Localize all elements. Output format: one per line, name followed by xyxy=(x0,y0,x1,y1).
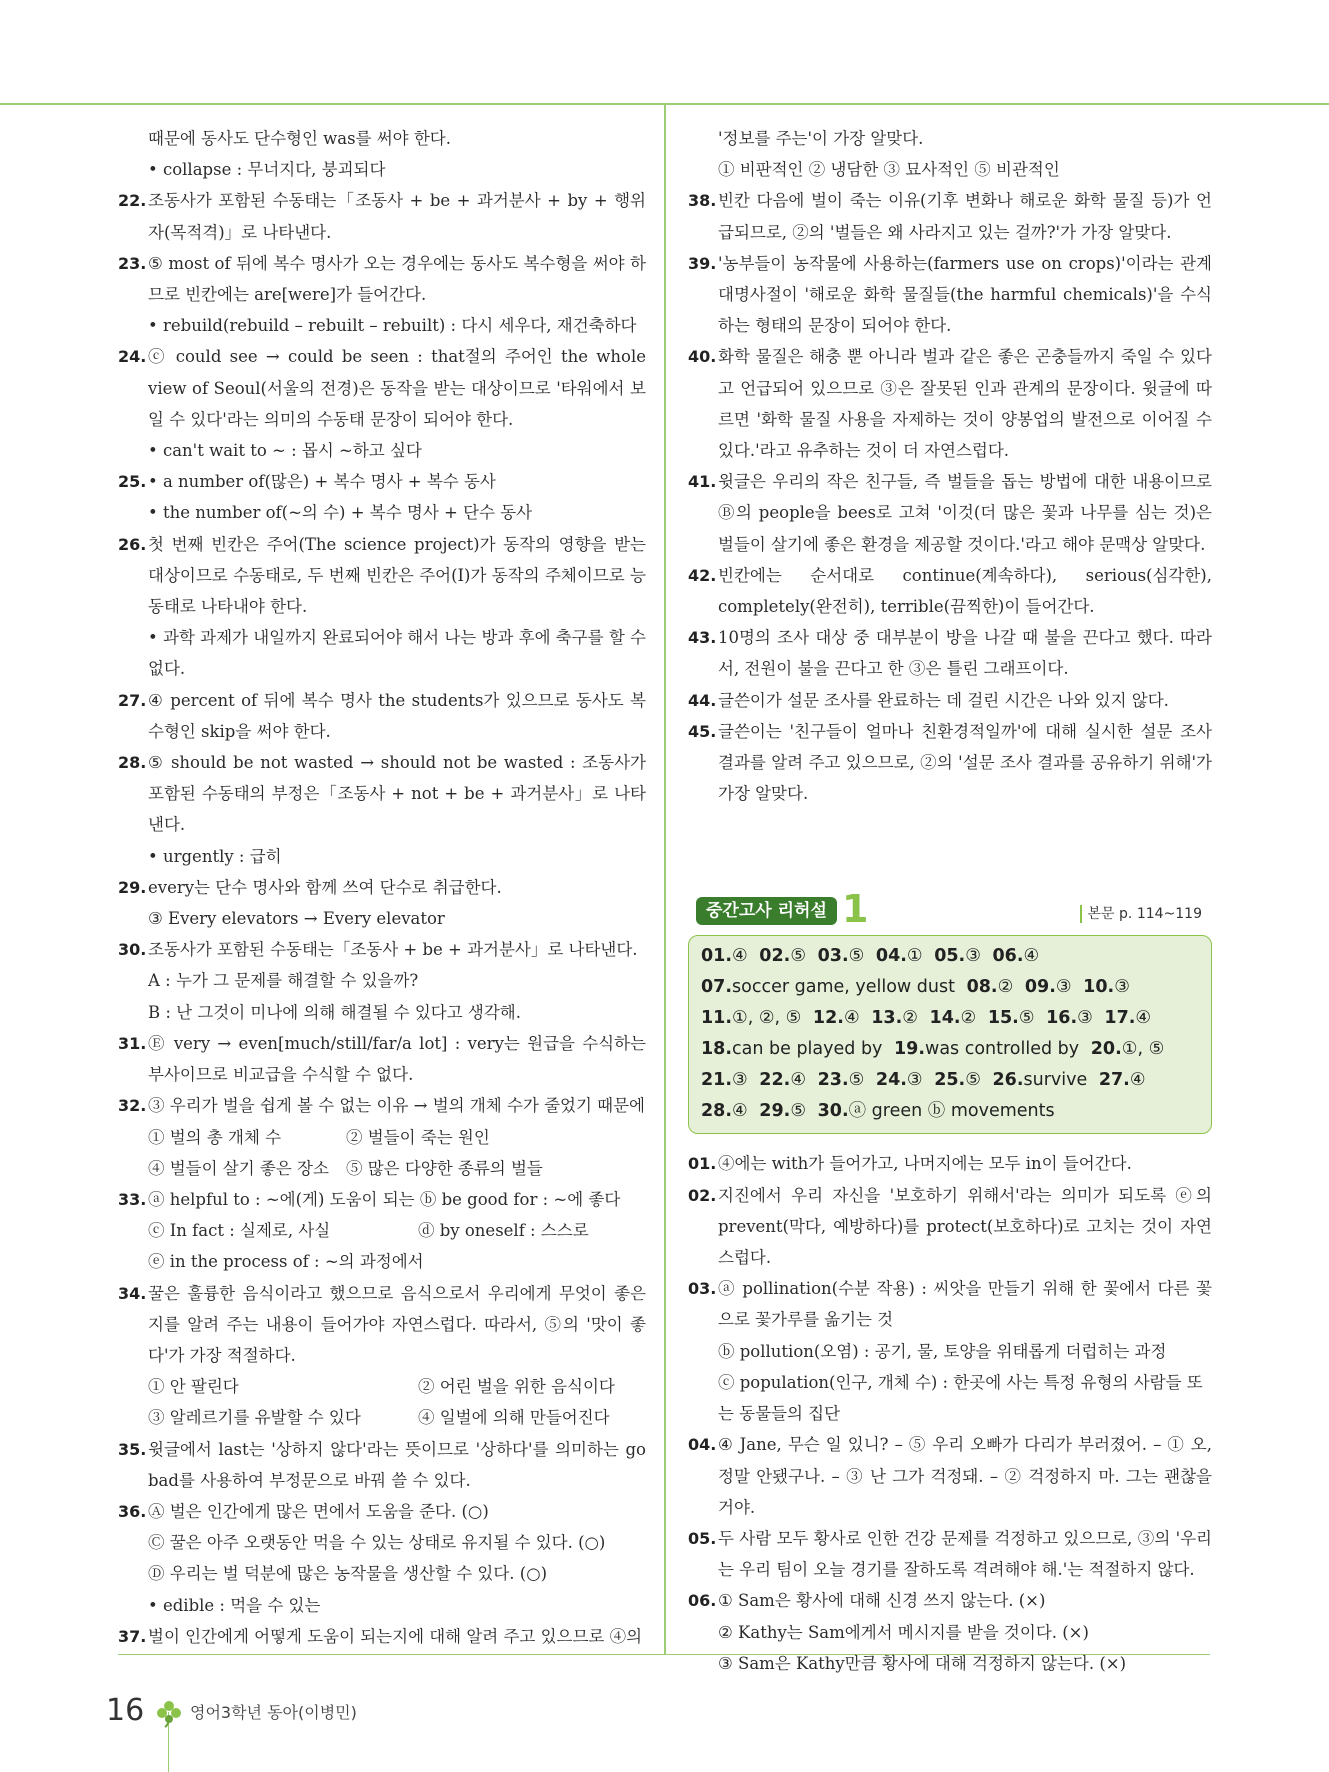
answer-key-entry xyxy=(1046,1008,1093,1028)
item-number: 02. xyxy=(688,1185,717,1205)
answer-key-number: 15. xyxy=(987,1008,1019,1029)
answer-item xyxy=(688,560,1212,622)
answer-key-value: ④ xyxy=(732,946,748,967)
item-text: ⓐ pollination(수분 작용) : 씨앗을 만들기 위해 한 꽃에서 다른 꽃으로 꽃가루를 옮기는 것 xyxy=(718,1279,1212,1330)
continuation-text: ⓒ population(인구, 개체 수) : 한곳에 사는 특정 유형의 사람들 또는 동물들의 집단 xyxy=(718,1372,1203,1424)
answer-key-value: ③ xyxy=(1077,1008,1093,1029)
answer-key-number: 05. xyxy=(934,946,966,967)
vocab-note: • the number of(~의 수) + 복수 명사 + 단수 동사 xyxy=(148,503,533,523)
answer-key-entry xyxy=(759,1101,806,1121)
answer-item xyxy=(118,1090,646,1121)
answer-key-entry xyxy=(988,1008,1035,1028)
answer-item xyxy=(118,1434,646,1496)
item-text: 윗글에서 last는 '상하지 않다'라는 뜻이므로 '상하다'를 의미하는 go bad를 사용하여 부정문으로 바꿔 쓸 수 있다. xyxy=(148,1439,646,1490)
answer-key-value: can be played by xyxy=(732,1039,883,1060)
answer-item xyxy=(118,872,646,903)
answer-key-value: soccer game, yellow dust xyxy=(732,977,955,998)
answer-key-entry xyxy=(1025,977,1072,997)
answer-key-number: 14. xyxy=(929,1008,961,1029)
item-number: 24. xyxy=(118,347,147,367)
answer-item xyxy=(118,341,646,435)
answer-item xyxy=(118,1621,646,1652)
answer-key-number: 21. xyxy=(701,1070,733,1091)
answer-key-value: ② xyxy=(902,1008,918,1029)
item-number: 27. xyxy=(118,690,147,710)
answer-key-value: ③ xyxy=(906,1070,923,1091)
answer-key-entry xyxy=(818,946,865,966)
review-badge: 중간고사 리허설 xyxy=(696,897,837,925)
answer-key-entry xyxy=(701,1008,801,1028)
answer-key-entry xyxy=(701,977,955,997)
answer-item xyxy=(688,466,1212,560)
answer-key-number: 20. xyxy=(1090,1039,1122,1060)
option-text: ④ 일벌에 의해 만들어진다 xyxy=(418,1408,610,1428)
answer-key-entry xyxy=(759,1070,806,1090)
item-number: 04. xyxy=(688,1435,717,1455)
item-number: 33. xyxy=(118,1189,147,1209)
item-number: 03. xyxy=(688,1279,717,1299)
answer-key-entry xyxy=(930,1008,977,1028)
item-number: 22. xyxy=(118,191,147,211)
answer-key-entry xyxy=(1099,1070,1146,1090)
answer-item xyxy=(118,934,646,965)
answer-item xyxy=(688,341,1212,466)
answer-key-number: 08. xyxy=(966,977,998,998)
answer-item xyxy=(118,1496,646,1527)
item-number: 26. xyxy=(118,534,147,554)
answer-key-number: 12. xyxy=(812,1008,844,1029)
answer-key-number: 11. xyxy=(701,1008,733,1029)
continuation-text: ② Kathy는 Sam에게서 메시지를 받을 것이다. (×) xyxy=(718,1622,1089,1642)
answer-item xyxy=(688,622,1212,684)
item-text: ⑤ should be not wasted → should not be wasted : 조동사가 포함된 수동태의 부정은「조동사 + not + be + 과거분사」로 나타낸다. xyxy=(148,753,646,835)
answer-key-number: 16. xyxy=(1046,1008,1078,1029)
item-number: 43. xyxy=(688,628,717,648)
item-text: 벌이 인간에게 어떻게 도움이 되는지에 대해 알려 주고 있으므로 ④의 xyxy=(148,1626,643,1646)
item-text: ④에는 with가 들어가고, 나머지에는 모두 in이 들어간다. xyxy=(718,1154,1132,1174)
answer-key-value: ③ xyxy=(1114,977,1130,998)
item-text: 10명의 조사 대상 중 대부분이 방을 나갈 때 불을 끈다고 했다. 따라서, 전원이 불을 끈다고 한 ③은 틀린 그래프이다. xyxy=(718,628,1212,679)
item-text: 글쓴이는 '친구들이 얼마나 친환경적일까'에 대해 실시한 설문 조사 결과를 알려 주고 있으므로, ②의 '설문 조사 결과를 공유하기 위해'가 가장 알맞다. xyxy=(718,721,1212,804)
answer-key-number: 03. xyxy=(817,946,849,967)
item-text: 조동사가 포함된 수동태는「조동사 + be + 과거분사 + by + 행위자(목적격)」로 나타낸다. xyxy=(148,191,646,242)
answer-key-entry xyxy=(992,946,1039,966)
continuation-text: ③ Sam은 Kathy만큼 황사에 대해 걱정하지 않는다. (×) xyxy=(718,1653,1127,1673)
item-text: ⓒ could see → could be seen : that절의 주어인 the whole view of Seoul(서울의 전경)은 동작을 받는 대상이므로 '타워에서 보일 수 있다'라는 의미의 수동태 문장이 되어야 한다. xyxy=(148,347,646,429)
answer-key-entry xyxy=(876,1070,923,1090)
option-text: ④ 벌들이 살기 좋은 장소 xyxy=(148,1158,329,1178)
item-text: 첫 번째 빈칸은 주어(The science project)가 동작의 영향을 받는 대상이므로 수동태로, 두 번째 빈칸은 주어(I)가 동작의 주체이므로 능동태로 나타내야 한다. xyxy=(148,534,646,617)
answer-key-number: 25. xyxy=(934,1070,966,1091)
answer-key-number: 07. xyxy=(701,977,733,998)
answer-item xyxy=(688,1429,1212,1523)
answer-key-number: 29. xyxy=(759,1101,791,1122)
answer-item xyxy=(118,185,646,247)
answer-key-value: ② xyxy=(960,1008,977,1029)
continuation-text: 때문에 동사도 단수형인 was를 써야 한다. xyxy=(148,129,451,148)
item-number: 34. xyxy=(118,1283,147,1303)
column-divider xyxy=(664,105,666,1655)
answer-key-value: ④ xyxy=(843,1008,860,1029)
answer-key-value: survive xyxy=(1023,1070,1088,1091)
answer-key-value: ①, ⑤ xyxy=(1121,1039,1165,1060)
answer-key-value: ①, ②, ⑤ xyxy=(732,1008,802,1029)
answer-key-value: ④ xyxy=(732,1101,748,1122)
answer-key-value: ⑤ xyxy=(965,1070,981,1091)
answer-key-value: ⑤ xyxy=(848,946,865,967)
option-text: ⓓ by oneself : 스스로 xyxy=(418,1221,589,1241)
answer-key-value: ⑤ xyxy=(1018,1008,1035,1029)
answer-key-value: ② xyxy=(997,977,1014,998)
item-number: 25. xyxy=(118,472,147,492)
item-number: 30. xyxy=(118,940,147,960)
option-text: ① 벌의 총 개체 수 xyxy=(148,1127,282,1147)
answer-item xyxy=(118,248,646,310)
answer-key-number: 04. xyxy=(875,946,907,967)
right-column xyxy=(688,123,1212,1679)
answer-item xyxy=(688,1180,1212,1274)
continuation-text: ⓔ in the process of : ~의 과정에서 xyxy=(148,1252,424,1272)
continuation-text: B : 난 그것이 미나에 의해 해결될 수 있다고 생각해. xyxy=(148,1002,521,1022)
answer-key-entry xyxy=(967,977,1014,997)
item-text: Ⓔ very → even[much/still/far/a lot] : very는 원급을 수식하는 부사이므로 비교급을 수식할 수 없다. xyxy=(148,1033,646,1085)
item-text: 화학 물질은 해충 뿐 아니라 벌과 같은 좋은 곤충들까지 죽일 수 있다고 언급되어 있으므로 ③은 잘못된 인과 관계의 문장이다. 윗글에 따르면 '화학 물질 사용을 자제하는 것이 양봉업의 발전으로 이어질 수 있다.'라고 유추하는 것이 더 자연스럽다. xyxy=(718,347,1212,461)
right-bottom-answers xyxy=(688,1148,1212,1678)
answer-key-entry xyxy=(701,1039,882,1059)
item-text: Ⓐ 벌은 인간에게 많은 면에서 도움을 준다. (○) xyxy=(148,1501,489,1521)
answer-key-entry xyxy=(871,1008,918,1028)
item-text: '농부들이 농작물에 사용하는(farmers use on crops)'이라는 관계대명사절이 '해로운 화학 물질들(the harmful chemicals)'을 수식하는 형태의 문장이 되어야 한다. xyxy=(718,253,1212,336)
answer-key-number: 01. xyxy=(701,946,733,967)
vocab-note: • urgently : 급히 xyxy=(148,846,282,866)
continuation-text: '정보를 주는'이 가장 알맞다. xyxy=(718,129,924,148)
answer-key-number: 13. xyxy=(871,1008,903,1029)
vocab-note: • collapse : 무너지다, 붕괴되다 xyxy=(148,160,386,180)
answer-key-entry xyxy=(701,946,748,966)
item-text: ⑤ most of 뒤에 복수 명사가 오는 경우에는 동사도 복수형을 써야 하므로 빈칸에는 are[were]가 들어간다. xyxy=(148,253,646,305)
answer-item xyxy=(688,1273,1212,1335)
answer-key-entry xyxy=(818,1101,1055,1121)
vocab-note: • can't wait to ~ : 몹시 ~하고 싶다 xyxy=(148,441,422,461)
answer-key-box xyxy=(688,935,1212,1134)
review-header xyxy=(688,887,1212,932)
option-text: ⑤ 많은 다양한 종류의 벌들 xyxy=(346,1158,543,1178)
continuation-text: ⓑ pollution(오염) : 공기, 물, 토양을 위태롭게 더럽히는 과정 xyxy=(718,1341,1167,1361)
item-number: 39. xyxy=(688,253,717,273)
item-text: 글쓴이가 설문 조사를 완료하는 데 걸린 시간은 나와 있지 않다. xyxy=(718,690,1169,710)
answer-key-entry xyxy=(992,1070,1087,1090)
item-text: ④ percent of 뒤에 복수 명사 the students가 있으므로 동사도 복수형인 skip을 써야 한다. xyxy=(148,690,646,741)
option-row xyxy=(118,1215,646,1246)
option-text: ② 어린 벌을 위한 음식이다 xyxy=(418,1377,615,1397)
answer-key-value: ④ xyxy=(1129,1070,1146,1091)
option-row xyxy=(118,1153,646,1184)
answer-item xyxy=(118,1184,646,1215)
vocab-note: • edible : 먹을 수 있는 xyxy=(148,1595,321,1615)
answer-key-number: 26. xyxy=(992,1070,1024,1091)
answer-item xyxy=(688,1523,1212,1585)
item-text: ③ 우리가 벌을 쉽게 볼 수 없는 이유 → 벌의 개체 수가 줄었기 때문에 xyxy=(148,1096,645,1116)
item-number: 32. xyxy=(118,1096,147,1116)
answer-item xyxy=(118,685,646,747)
item-text: ④ Jane, 무슨 일 있니? – ⑤ 우리 오빠가 다리가 부러졌어. – ① 오, 정말 안됐구나. – ③ 난 그가 걱정돼. – ② 걱정하지 마. 그는 괜찮을 거야. xyxy=(718,1435,1212,1517)
answer-key-value: ⓐ green ⓑ movements xyxy=(848,1101,1055,1122)
answer-key-number: 18. xyxy=(701,1039,733,1060)
continuation-text: ① 비판적인 ② 냉담한 ③ 묘사적인 ⑤ 비관적인 xyxy=(718,160,1060,180)
answer-key-entry xyxy=(818,1070,865,1090)
answer-key-entry xyxy=(1083,977,1130,997)
item-text: every는 단수 명사와 함께 쓰여 단수로 취급한다. xyxy=(148,877,502,897)
answer-key-number: 24. xyxy=(875,1070,907,1091)
answer-item xyxy=(688,1585,1212,1616)
option-row xyxy=(118,1402,646,1433)
answer-key-number: 17. xyxy=(1104,1008,1136,1029)
answer-item xyxy=(688,1148,1212,1179)
answer-item xyxy=(118,529,646,623)
item-text: 지진에서 우리 자신을 '보호하기 위해서'라는 의미가 되도록 ⓔ의 prevent(막다, 예방하다)를 protect(보호하다)로 고치는 것이 자연스럽다. xyxy=(718,1185,1212,1268)
item-text: 빈칸에는 순서대로 continue(계속하다), serious(심각한), completely(완전히), terrible(끔찍한)이 들어간다. xyxy=(718,565,1212,617)
page-number: 16 xyxy=(106,1693,145,1728)
answer-key-number: 23. xyxy=(817,1070,849,1091)
item-number: 06. xyxy=(688,1591,717,1611)
answer-key-value: ③ xyxy=(965,946,981,967)
answer-key-value: ⑤ xyxy=(790,946,807,967)
answer-key-entry xyxy=(813,1008,860,1028)
option-text: ⓒ In fact : 실제로, 사실 xyxy=(148,1221,331,1241)
option-text: ② 벌들이 죽는 원인 xyxy=(346,1127,490,1147)
item-text: 빈칸 다음에 벌이 죽는 이유(기후 변화나 해로운 화학 물질 등)가 언급되므로, ②의 '벌들은 왜 사라지고 있는 걸까?'가 가장 알맞다. xyxy=(718,191,1212,242)
item-number: 37. xyxy=(118,1626,147,1646)
answer-key-number: 28. xyxy=(701,1101,733,1122)
answer-item xyxy=(688,685,1212,716)
answer-key-value: ⑤ xyxy=(848,1070,865,1091)
item-number: 38. xyxy=(688,191,717,211)
item-text: • a number of(많은) + 복수 명사 + 복수 동사 xyxy=(148,472,496,492)
continuation-text: Ⓒ 꿀은 아주 오랫동안 먹을 수 있는 상태로 유지될 수 있다. (○) xyxy=(148,1533,606,1553)
answer-key-value: ③ xyxy=(1055,977,1072,998)
left-column xyxy=(118,123,646,1652)
vocab-note: • 과학 과제가 내일까지 완료되어야 해서 나는 방과 후에 축구를 할 수 없다. xyxy=(148,628,646,679)
item-text: ① Sam은 황사에 대해 신경 쓰지 않는다. (×) xyxy=(718,1591,1046,1611)
item-number: 35. xyxy=(118,1439,147,1459)
answer-key-number: 30. xyxy=(817,1101,849,1122)
answer-item xyxy=(118,747,646,841)
item-number: 36. xyxy=(118,1501,147,1521)
item-number: 44. xyxy=(688,690,717,710)
item-number: 45. xyxy=(688,721,717,741)
answer-key-entry xyxy=(701,1101,748,1121)
item-number: 05. xyxy=(688,1528,717,1548)
vocab-note: • rebuild(rebuild – rebuilt – rebuilt) : 다시 세우다, 재건축하다 xyxy=(148,316,637,336)
answer-key-number: 09. xyxy=(1024,977,1056,998)
option-text: ③ 알레르기를 유발할 수 있다 xyxy=(148,1408,361,1428)
item-number: 23. xyxy=(118,253,147,273)
answer-key-entry xyxy=(934,1070,981,1090)
answer-item xyxy=(688,716,1212,810)
item-number: 28. xyxy=(118,753,147,773)
option-row xyxy=(118,1371,646,1402)
answer-key-entry xyxy=(876,946,923,966)
answer-key-value: ④ xyxy=(1023,946,1040,967)
answer-key-number: 10. xyxy=(1083,977,1115,998)
answer-key-entry xyxy=(934,946,981,966)
right-top-answers xyxy=(688,123,1212,809)
answer-key-entry xyxy=(759,946,806,966)
continuation-text: Ⓓ 우리는 벌 덕분에 많은 농작물을 생산할 수 있다. (○) xyxy=(148,1564,548,1584)
answer-key-entry xyxy=(1091,1039,1165,1059)
item-number: 29. xyxy=(118,877,147,897)
option-row xyxy=(118,1122,646,1153)
answer-item xyxy=(688,248,1212,342)
clover-icon xyxy=(156,1700,182,1732)
review-page-reference: 본문 p. 114~119 xyxy=(1080,905,1202,923)
item-number: 42. xyxy=(688,565,717,585)
item-text: 조동사가 포함된 수동태는「조동사 + be + 과거분사」로 나타낸다. xyxy=(148,940,638,960)
answer-key-entry xyxy=(701,1070,748,1090)
answer-key-value: ⑤ xyxy=(790,1101,807,1122)
continuation-text: ③ Every elevators → Every elevator xyxy=(148,909,445,929)
item-text: 윗글은 우리의 작은 친구들, 즉 벌들을 돕는 방법에 대한 내용이므로 Ⓑ의 people을 bees로 고쳐 '이것(더 많은 꽃과 나무를 심는 것)은 벌들이 살기에 좋은 환경을 제공할 것이다.'라고 해야 문맥상 알맞다. xyxy=(718,472,1212,554)
item-number: 31. xyxy=(118,1033,147,1053)
answer-key-value: ① xyxy=(906,946,923,967)
answer-key-value: ④ xyxy=(790,1070,807,1091)
item-text: 두 사람 모두 황사로 인한 건강 문제를 걱정하고 있으므로, ③의 '우리는 우리 팀이 오늘 경기를 잘하도록 격려해야 해.'는 적절하지 않다. xyxy=(718,1528,1212,1580)
item-number: 40. xyxy=(688,347,717,367)
item-text: 꿀은 훌륭한 음식이라고 했으므로 음식으로서 우리에게 무엇이 좋은지를 알려 주는 내용이 들어가야 자연스럽다. 따라서, ⑤의 '맛이 좋다'가 가장 적절하다. xyxy=(148,1283,646,1365)
answer-item xyxy=(118,466,646,497)
review-number: 1 xyxy=(842,887,869,932)
answer-key-number: 27. xyxy=(1098,1070,1130,1091)
answer-key-entry xyxy=(1104,1008,1151,1028)
item-number: 01. xyxy=(688,1154,717,1174)
answer-key-number: 06. xyxy=(992,946,1024,967)
answer-item xyxy=(118,1278,646,1372)
answer-item xyxy=(118,1028,646,1090)
item-number: 41. xyxy=(688,472,717,492)
answer-key-entry xyxy=(894,1039,1079,1059)
answer-key-value: ④ xyxy=(1135,1008,1152,1029)
answer-key-number: 22. xyxy=(759,1070,791,1091)
answer-key-number: 19. xyxy=(893,1039,925,1060)
item-text: ⓐ helpful to : ~에(게) 도움이 되는 ⓑ be good for : ~에 좋다 xyxy=(148,1189,621,1209)
continuation-text: A : 누가 그 문제를 해결할 수 있을까? xyxy=(148,971,419,991)
book-title: 영어3학년 동아(이병민) xyxy=(190,1703,357,1722)
answer-key-value: was controlled by xyxy=(925,1039,1080,1060)
option-text: ① 안 팔린다 xyxy=(148,1377,239,1397)
answer-key-value: ③ xyxy=(732,1070,748,1091)
answer-item xyxy=(688,185,1212,247)
answer-key-number: 02. xyxy=(759,946,791,967)
